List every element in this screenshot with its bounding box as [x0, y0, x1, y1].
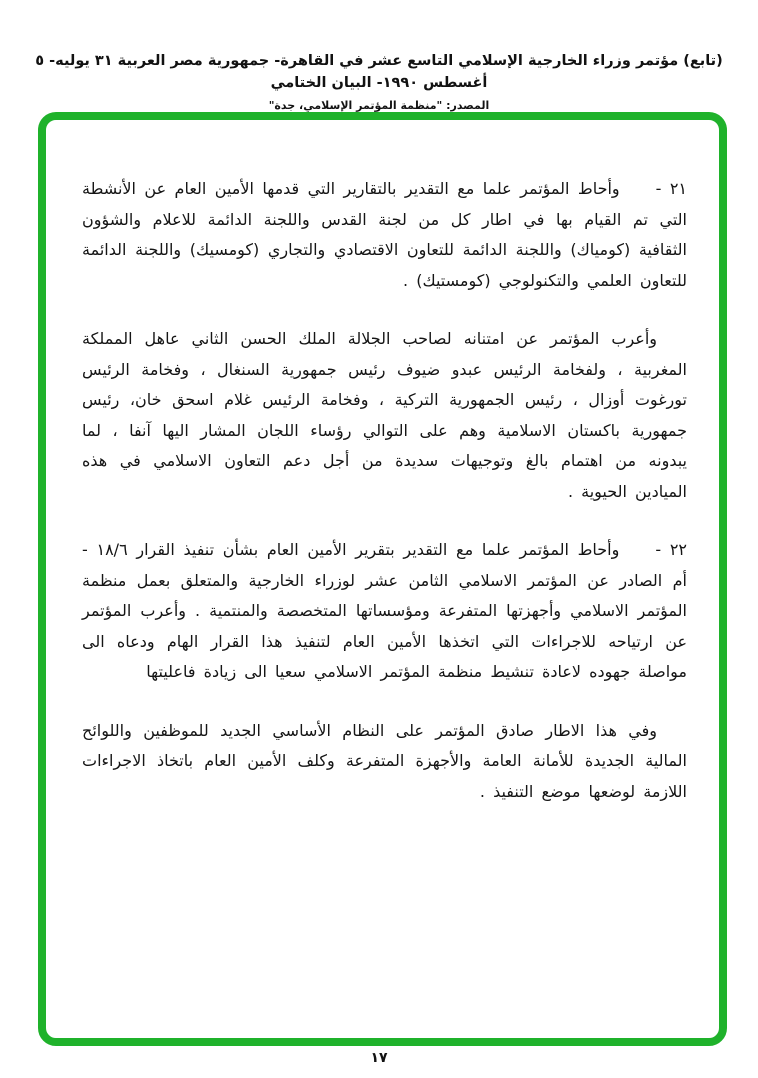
paragraph-22-text: وأحاط المؤتمر علما مع التقدير بتقرير الأمين العام بشأن تنفيذ القرار ١٨/٦ - أم الصادر عن المؤتمر الاسلامي الثامن عشر لوزراء الخارجية والمتعلق بعمل منظمة المؤتمر الاسلامي وأجهزتها المتفرعة ومؤسساتها المتخصصة والمنتمية . وأعرب المؤتمر عن ارتياحه للاجراءات التي اتخذها الأمين العام لتنفيذ هذا القرار الهام ودعاه الى مواصلة جهوده لاعادة تنشيط منظمة المؤتمر الاسلامي سعيا الى زيادة فاعليتها — [82, 540, 687, 681]
paragraph-21-continuation — [82, 324, 687, 507]
paragraph-21 — [82, 174, 687, 296]
content-frame — [38, 112, 727, 1046]
paragraph-22-continuation — [82, 716, 687, 808]
document-header-title: (تابع) مؤتمر وزراء الخارجية الإسلامي التاسع عشر في القاهرة- جمهورية مصر العربية ٣١ يوليه- ٥ أغسطس ١٩٩٠- البيان الختامي — [35, 53, 723, 91]
paragraph-22-continuation-text: وفي هذا الاطار صادق المؤتمر على النظام الأساسي الجديد للموظفين واللوائح المالية الجديدة للأمانة العامة والأجهزة المتفرعة وكلف الأمين العام باتخاذ الاجراءات اللازمة لوضعها موضع التنفيذ . — [82, 720, 687, 801]
paragraph-21-number: ٢١ - — [655, 179, 688, 198]
document-header — [0, 0, 758, 112]
document-header-source: المصدر: "منظمة المؤتمر الإسلامي، جدة" — [268, 99, 490, 112]
page-number: ١٧ — [370, 1050, 388, 1066]
paragraph-22-number: ٢٢ - — [655, 540, 688, 559]
paragraph-22 — [82, 535, 687, 688]
paragraph-21-continuation-text: وأعرب المؤتمر عن امتنانه لصاحب الجلالة الملك الحسن الثاني عاهل المملكة المغربية ، ولفخامة الرئيس عبدو ضيوف رئيس جمهورية السنغال ، وفخامة الرئيس تورغوت أوزال ، رئيس الجمهورية التركية ، وفخامة الرئيس غلام اسحق خان، رئيس جمهورية باكستان الاسلامية وهم على التوالي رؤساء اللجان المشار اليها آنفا ، لما يبدونه من اهتمام بالغ وتوجيهات سديدة من أجل دعم التعاون الاسلامي في هذه الميادين الحيوية . — [82, 329, 687, 501]
paragraph-21-text: وأحاط المؤتمر علما مع التقدير بالتقارير التي قدمها الأمين العام عن الأنشطة التي تم القيام بها في اطار كل من لجنة القدس واللجنة الدائمة للاعلام والشؤون الثقافية (كومياك) واللجنة الدائمة للتعاون الاقتصادي والتجاري (كومسيك) واللجنة الدائمة للتعاون العلمي والتكنولوجي (كومستيك) . — [82, 179, 687, 290]
